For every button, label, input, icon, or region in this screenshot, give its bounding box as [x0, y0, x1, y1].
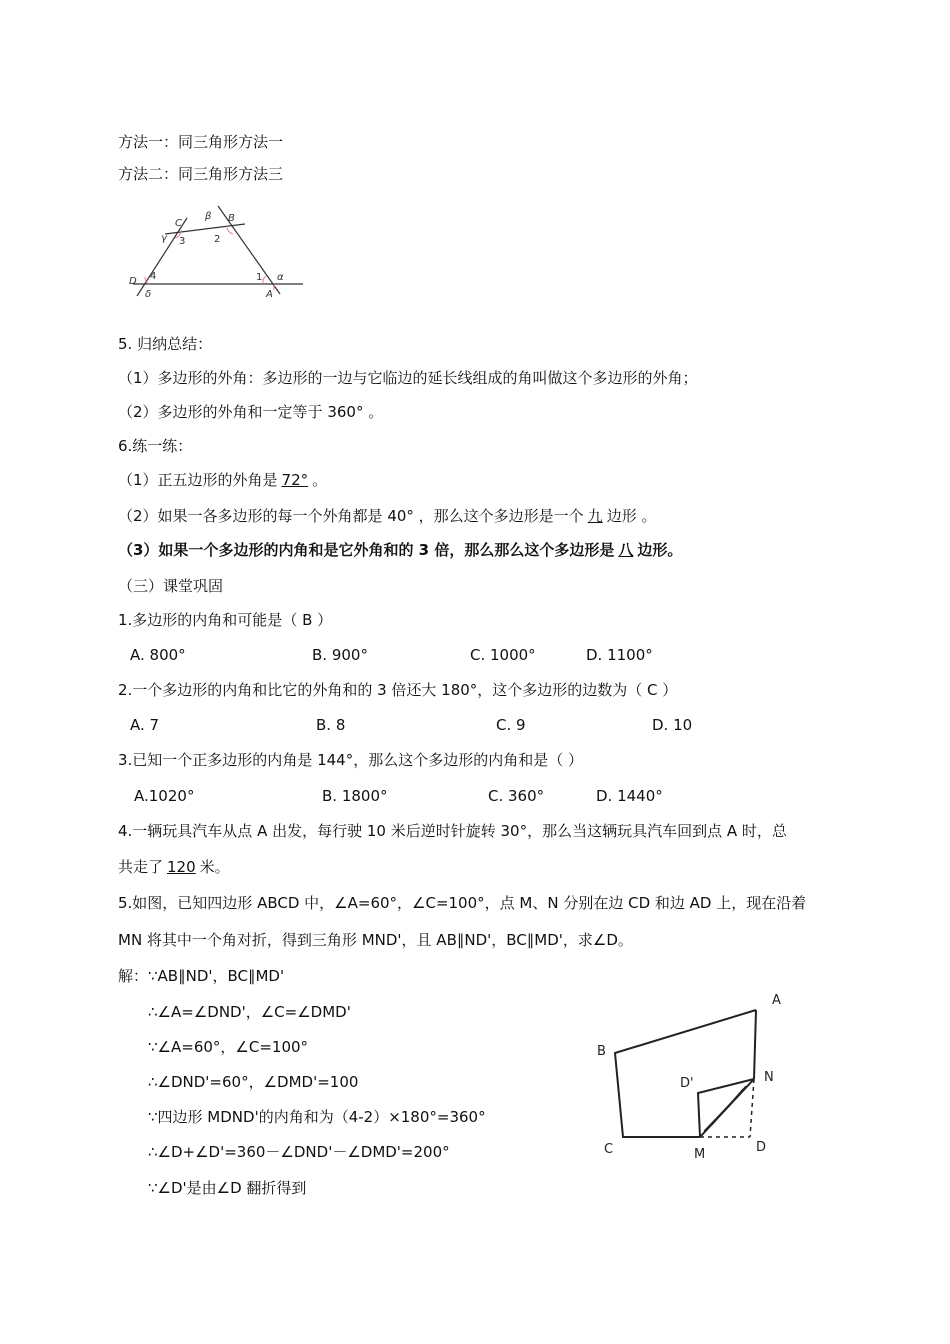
practice-q2: [118, 506, 656, 526]
practice-q3: [118, 540, 682, 560]
fig1-label-B: B: [228, 213, 235, 224]
question-2-option-d: D. 10: [652, 716, 693, 734]
question-4-text: 共走了: [118, 858, 164, 876]
exterior-angle-figure: [125, 200, 310, 300]
fig1-label-2: 2: [214, 234, 221, 245]
question-1-option-a: A. 800°: [130, 646, 186, 664]
fig1-label-delta: δ: [145, 289, 152, 300]
fig2-label-C: C: [604, 1142, 614, 1157]
method-two-line: 方法二：同三角形方法三: [118, 165, 284, 183]
question-4-answer: 120: [167, 858, 196, 876]
solution-line-3: ∴∠DND'=60°，∠DMD'=100: [148, 1073, 359, 1091]
fig2-outline: [615, 1010, 756, 1137]
practice-q3-text: （3）如果一个多边形的内角和是它外角和的 3 倍，那么那么这个多边形是: [118, 541, 615, 559]
practice-q1-text: （1）正五边形的外角是: [118, 471, 278, 489]
question-2-option-a: A. 7: [130, 716, 160, 734]
solution-line-4: ∵四边形 MDND'的内角和为（4-2）×180°=360°: [148, 1108, 486, 1126]
fig2-label-A: A: [772, 993, 781, 1008]
question-2-stem: 2.一个多边形的内角和比它的外角和的 3 倍还大 180°，这个多边形的边数为（ C ）: [118, 681, 678, 699]
summary-item-2: （2）多边形的外角和一定等于 360° 。: [118, 403, 384, 421]
fig1-label-beta: β: [205, 211, 212, 222]
fig1-label-alpha: α: [277, 272, 284, 283]
practice-heading: 6.练一练：: [118, 437, 193, 455]
fig2-label-M: M: [694, 1147, 706, 1162]
question-4-line-1: 4.一辆玩具汽车从点 A 出发，每行驶 10 米后逆时针旋转 30°，那么当这辆玩具汽车回到点 A 时，总: [118, 822, 787, 840]
question-3-stem: 3.已知一个正多边形的内角是 144°，那么这个多边形的内角和是（ ）: [118, 751, 583, 769]
question-3-option-a: A.1020°: [134, 787, 195, 805]
practice-q3-answer: 八: [618, 541, 634, 559]
fig2-label-D: D: [756, 1140, 767, 1155]
question-1-option-d: D. 1100°: [586, 646, 653, 664]
question-3-option-d: D. 1440°: [596, 787, 663, 805]
practice-q1: [118, 470, 327, 490]
question-1-stem: 1.多边形的内角和可能是（ B ）: [118, 611, 333, 629]
fig1-label-1: 1: [256, 272, 263, 283]
practice-q3-end: 边形。: [637, 541, 683, 559]
question-2-option-b: B. 8: [316, 716, 346, 734]
solution-line-0: 解：∵AB∥ND'，BC∥MD': [118, 967, 285, 985]
quadrilateral-fold-figure: [590, 985, 800, 1165]
fig1-label-3: 3: [179, 236, 186, 247]
fig1-label-A: A: [266, 289, 273, 300]
fig1-label-D: D: [129, 276, 137, 287]
question-4-end: 米。: [199, 858, 230, 876]
practice-q1-answer: 72°: [281, 471, 309, 489]
question-1-option-c: C. 1000°: [470, 646, 536, 664]
question-5-line-2: MN 将其中一个角对折，得到三角形 MND'，且 AB∥ND'，BC∥MD'，求∠D。: [118, 931, 633, 949]
method-one-line: 方法一：同三角形方法一: [118, 133, 284, 151]
question-4-line-2: [118, 857, 230, 877]
question-5-line-1: 5.如图，已知四边形 ABCD 中，∠A=60°，∠C=100°，点 M、N 分别在边 CD 和边 AD 上，现在沿着: [118, 894, 807, 912]
fig2-line-an: [754, 1010, 756, 1079]
summary-item-1: （1）多边形的外角：多边形的一边与它临边的延长线组成的角叫做这个多边形的外角；: [118, 369, 698, 387]
solution-line-6: ∵∠D'是由∠D 翻折得到: [148, 1179, 307, 1197]
fig1-label-gamma: γ: [161, 233, 167, 244]
practice-q1-end: 。: [312, 471, 328, 489]
fig2-dash-nd: [750, 1079, 754, 1137]
practice-q2-answer: 九: [587, 507, 603, 525]
question-3-option-b: B. 1800°: [322, 787, 388, 805]
practice-q2-text: （2）如果一各多边形的每一个外角都是 40° ，那么这个多边形是一个: [118, 507, 584, 525]
solution-line-2: ∵∠A=60°，∠C=100°: [148, 1038, 309, 1056]
consolidation-heading: （三）课堂巩固: [118, 577, 224, 595]
fig1-label-C: C: [175, 218, 182, 229]
question-2-option-c: C. 9: [496, 716, 526, 734]
solution-line-5: ∴∠D+∠D'=360－∠DND'－∠DMD'=200°: [148, 1143, 450, 1161]
fig2-label-N: N: [764, 1070, 774, 1085]
fig2-label-Dprime: D': [680, 1076, 694, 1091]
summary-heading: 5. 归纳总结：: [118, 335, 213, 353]
question-3-option-c: C. 360°: [488, 787, 545, 805]
solution-line-1: ∴∠A=∠DND'，∠C=∠DMD': [148, 1003, 351, 1021]
practice-q2-end: 边形 。: [606, 507, 657, 525]
fig2-label-B: B: [597, 1044, 606, 1059]
fig1-label-4: 4: [150, 271, 157, 282]
question-1-option-b: B. 900°: [312, 646, 368, 664]
